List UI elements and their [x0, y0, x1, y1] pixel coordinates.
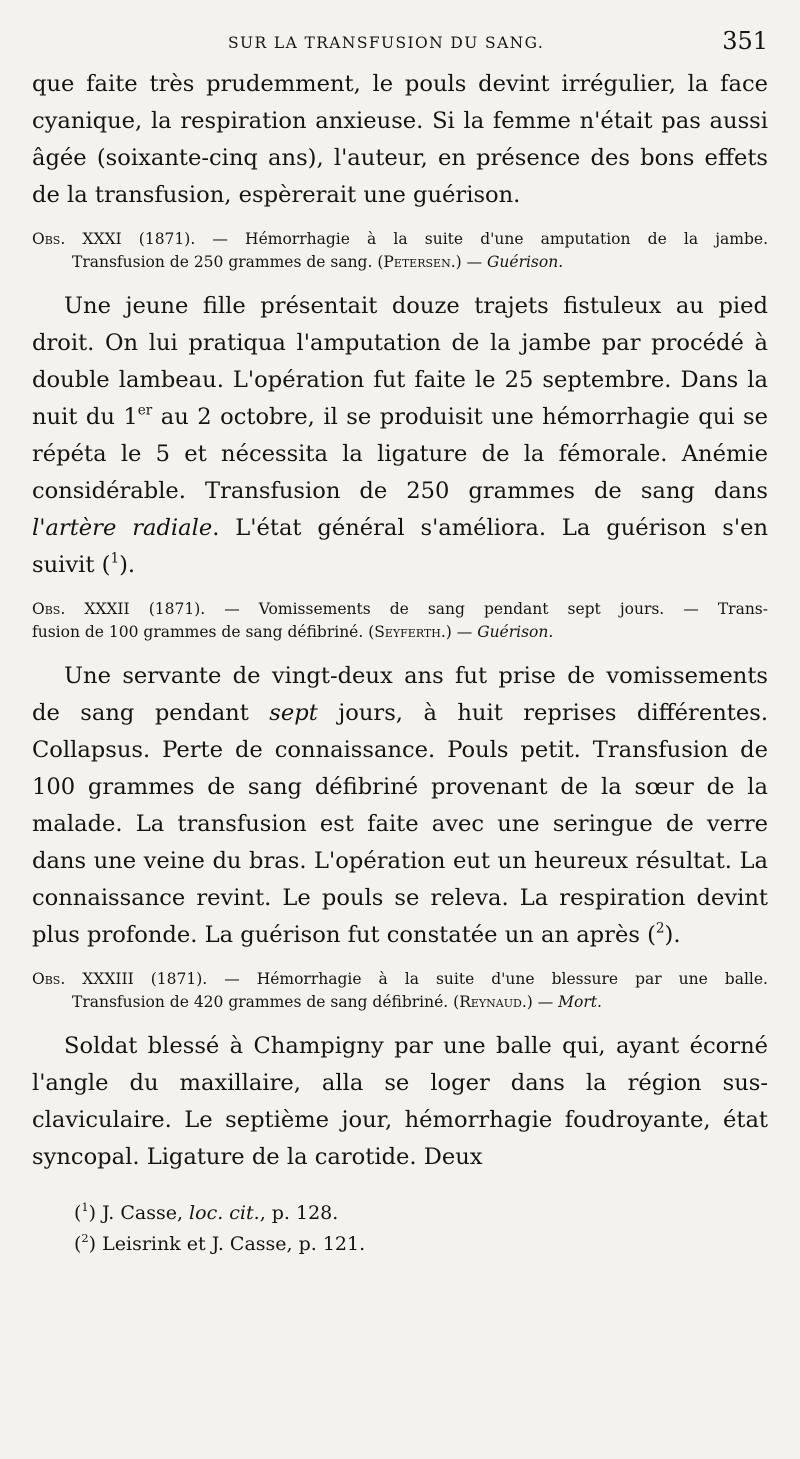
observation-heading-33: [32, 968, 768, 1014]
text-run: . L'état général s'améliora. La guérison s'en suivit (: [32, 515, 769, 578]
obs-label: Obs.: [32, 230, 66, 248]
footnote-text: J. Casse,: [96, 1202, 190, 1224]
italic-text: l'artère radiale: [32, 515, 213, 541]
text-run: au 2 octobre, il se produisit une hémorrhagie qui se répéta le 5 et nécessita la ligature de la fémorale. Anémie considérable. Transfusion de 250 grammes de sang dans: [32, 404, 768, 504]
obs-title: XXXI (1871). — Hémorrhagie à la suite d'une amputation de la jambe.: [65, 230, 768, 248]
footnote-ref: 1: [110, 550, 120, 567]
paragraph-continuation: que faite très prudemment, le pouls devint irrégulier, la face cyanique, la respiration anxieuse. Si la femme n'était pas aussi âgée (soixante-cinq ans), l'auteur, en présence des bons effets de la transfusion, espèrerait une guérison.: [32, 71, 768, 208]
footnotes: [32, 1198, 768, 1260]
superscript: er: [137, 402, 153, 419]
obs-outcome: Guérison.: [477, 623, 554, 641]
obs-detail: fusion de 100 grammes de sang défibriné. (: [32, 623, 375, 641]
obs-separator: .) —: [450, 253, 488, 271]
observation-heading-line: [32, 968, 768, 991]
observation-heading-line: [32, 251, 768, 274]
footnote-2: ($^2$) Leisrink et J. Casse, p. 121.: [74, 1231, 366, 1255]
footnote-text: , p. 128.: [259, 1202, 339, 1224]
text-run: Une jeune fille présentait douze trajets fistuleux au pied droit. On lui pratiqua l'amputation de la jambe par procédé à double lambeau. L'opération fut faite le 25 septembre. Dans la nuit du 1: [32, 293, 768, 430]
obs-separator: .) —: [440, 623, 478, 641]
obs-author: Petersen: [383, 253, 451, 271]
obs-title: XXXIII (1871). — Hémorrhagie à la suite d'une blessure par une balle.: [65, 970, 768, 988]
observation-heading-31: [32, 228, 768, 274]
obs-title: XXXII (1871). — Vomissements de sang pendant sept jours. — Trans-: [65, 600, 768, 618]
observation-heading-line: [32, 621, 768, 644]
observation-heading-line: [32, 598, 768, 621]
paragraph-case-32: [32, 658, 768, 954]
text-run: Une servante de vingt-deux ans fut prise de vomissements de sang pendant: [32, 663, 768, 726]
text-run: ).: [664, 922, 681, 948]
italic-text: sept: [269, 700, 318, 726]
footnote-ref: 2: [655, 920, 665, 937]
observation-heading-line: [32, 228, 768, 251]
obs-outcome: Guérison.: [487, 253, 564, 271]
obs-outcome: Mort.: [558, 993, 602, 1011]
page-number: 351: [722, 27, 768, 55]
footnote-1: ($^1$) J. Casse, loc. cit., p. 128.: [74, 1200, 339, 1224]
footnote-marker: 2: [81, 1231, 89, 1246]
footnote-marker: 1: [81, 1200, 89, 1215]
observation-heading-32: [32, 598, 768, 644]
text-run: jours, à huit reprises différentes. Collapsus. Perte de connaissance. Pouls petit. Transfusion de 100 grammes de sang défibriné provenant de la sœur de la malade. La transfusion est faite avec une seringue de verre dans une veine du bras. L'opération eut un heureux résultat. La connaissance revint. Le pouls se releva. La respiration devint plus profonde. La guérison fut constatée un an après (: [32, 700, 768, 948]
page-header: [32, 22, 768, 66]
footnote-italic: loc. cit.: [189, 1202, 260, 1224]
observation-heading-line: [32, 991, 768, 1014]
obs-detail: Transfusion de 250 grammes de sang. (: [72, 253, 384, 271]
obs-author: Reynaud: [459, 993, 522, 1011]
paragraph-case-31: [32, 288, 768, 584]
footnote-text: Leisrink et J. Casse, p. 121.: [96, 1233, 366, 1255]
book-page: [32, 22, 768, 1432]
obs-separator: .) —: [521, 993, 559, 1011]
obs-author: Seyferth: [374, 623, 441, 641]
running-head: SUR LA TRANSFUSION DU SANG.: [228, 34, 545, 52]
text-run: ).: [119, 552, 136, 578]
obs-label: Obs.: [32, 970, 66, 988]
paragraph-case-33: Soldat blessé à Champigny par une balle qui, ayant écorné l'angle du maxillaire, alla se loger dans la région sus-claviculaire. Le septième jour, hémorrhagie foudroyante, état syncopal. Ligature de la carotide. Deux: [32, 1033, 768, 1170]
obs-detail: Transfusion de 420 grammes de sang défibriné. (: [72, 993, 460, 1011]
obs-label: Obs.: [32, 600, 66, 618]
